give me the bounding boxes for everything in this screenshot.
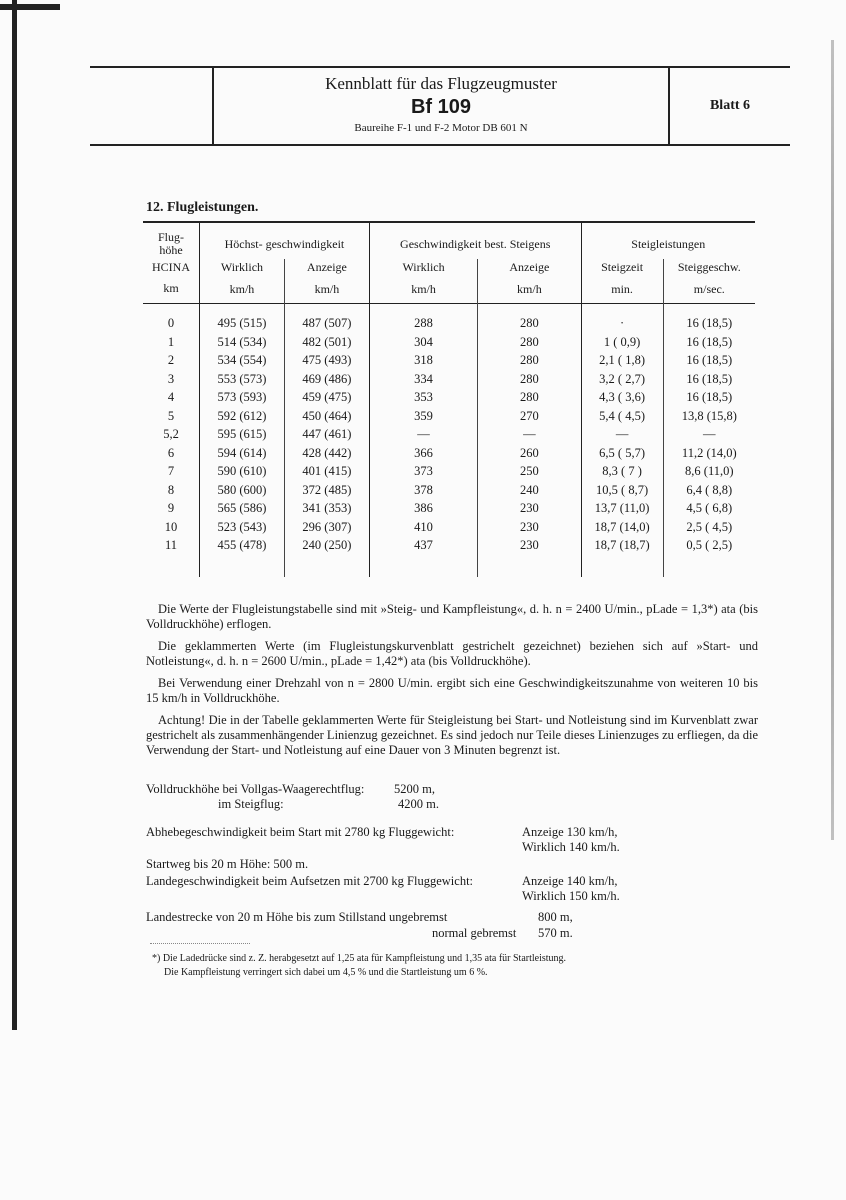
table-cell: 230	[478, 536, 581, 555]
table-cell: 359	[369, 407, 477, 426]
table-cell: 10	[164, 519, 178, 534]
performance-table	[143, 221, 755, 577]
table-cell: 428 (442)	[284, 444, 369, 463]
footnote-line: Die Kampfleistung verringert sich dabei um 4,5 % und die Startleistung um 6 %.	[164, 967, 488, 978]
table-cell: 280	[478, 351, 581, 370]
unit: km/h	[369, 276, 477, 304]
table-cell: 7	[167, 464, 175, 479]
table-cell: 304	[369, 333, 477, 352]
table-cell: 595 (615)	[200, 425, 285, 444]
table-cell: 280	[478, 388, 581, 407]
table-cell: 6	[167, 445, 175, 460]
table-cell: 0	[167, 316, 175, 331]
spec-takeoff-speed: Abhebegeschwindigkeit beim Start mit 2780 kg Fluggewicht:	[146, 825, 455, 839]
table-cell: 5,2	[163, 427, 179, 442]
scan-artifact	[831, 40, 834, 840]
table-cell: 455 (478)	[200, 536, 285, 555]
table-cell: 16 (18,5)	[663, 388, 755, 407]
spec-label: im Steigflug:	[218, 797, 284, 811]
table-cell: 8	[167, 482, 175, 497]
table-cell: 230	[478, 499, 581, 518]
table-cell: 9	[167, 501, 175, 516]
scan-artifact	[0, 4, 60, 10]
unit: km/h	[200, 276, 285, 304]
header-title: Kennblatt für das Flugzeugmuster	[325, 74, 557, 93]
table-cell: 6,5 ( 5,7)	[581, 444, 663, 463]
table-cell: 373	[369, 462, 477, 481]
table-row	[143, 407, 755, 426]
table-cell: 580 (600)	[200, 481, 285, 500]
table-cell: 11,2 (14,0)	[663, 444, 755, 463]
table-cell: 8,6 (11,0)	[663, 462, 755, 481]
table-row	[143, 518, 755, 537]
table-cell: 372 (485)	[284, 481, 369, 500]
spec-value: Anzeige 130 km/h,	[522, 825, 618, 839]
table-cell: 6,4 ( 8,8)	[663, 481, 755, 500]
table-cell: 565 (586)	[200, 499, 285, 518]
table-cell: —	[369, 425, 477, 444]
table-cell: 3	[167, 371, 175, 386]
table-cell: 495 (515)	[200, 304, 285, 333]
table-cell: 514 (534)	[200, 333, 285, 352]
note-paragraph: Bei Verwendung einer Drehzahl von n = 2800 U/min. ergibt sich eine Geschwindigkeitszunahme von weiteren 10 bis 15 km/h in Volldruckhöhe.	[146, 676, 758, 705]
spec-value: 4200 m.	[398, 797, 439, 811]
header-subtitle: Baureihe F-1 und F-2 Motor DB 601 N	[354, 122, 528, 134]
table-cell: —	[663, 425, 755, 444]
table-cell: 280	[478, 304, 581, 333]
unit: km	[163, 281, 179, 295]
spec-label: Volldruckhöhe bei Vollgas-Waagerechtflug:	[146, 782, 365, 796]
table-cell: 594 (614)	[200, 444, 285, 463]
table-cell: 592 (612)	[200, 407, 285, 426]
table-cell: 10,5 ( 8,7)	[581, 481, 663, 500]
table-cell: 2	[167, 353, 175, 368]
spec-takeoff-run: Startweg bis 20 m Höhe: 500 m.	[146, 857, 309, 871]
table-cell: 450 (464)	[284, 407, 369, 426]
spec-landing-distance: Landestrecke von 20 m Höhe bis zum Stillstand ungebremst	[146, 910, 448, 924]
header-altitude-symbol: HCINA	[152, 260, 190, 274]
header-climb: Steigleistungen	[581, 222, 755, 259]
table-row	[143, 370, 755, 389]
table-cell: 590 (610)	[200, 462, 285, 481]
table-cell: 18,7 (14,0)	[581, 518, 663, 537]
spec-climb	[218, 797, 439, 812]
document-header	[90, 66, 790, 146]
table-cell: 16 (18,5)	[663, 333, 755, 352]
table-cell: 280	[478, 370, 581, 389]
note-paragraph: Achtung! Die in der Tabelle geklammerten Werte für Steigleistung bei Start- und Notleistung sind im Kurvenblatt zwar gestrichelt als zusammenhängender Linienzug gezeichnet. Es sind jedoch nur Teile dieses Linienzuges zu erfliegen, da die Verwendung der Start- und Notleistung auf eine Dauer von 3 Minuten begrenzt ist.	[146, 713, 758, 757]
table-row	[143, 304, 755, 333]
subheader: Steigzeit	[581, 259, 663, 276]
table-cell: 5	[167, 408, 175, 423]
table-cell: 334	[369, 370, 477, 389]
spec-value: Wirklich 140 km/h.	[522, 840, 620, 854]
spec-label: normal gebremst	[432, 926, 517, 940]
unit: min.	[581, 276, 663, 304]
unit: km/h	[478, 276, 581, 304]
table-cell	[369, 555, 477, 577]
table-cell: 366	[369, 444, 477, 463]
table-cell: 534 (554)	[200, 351, 285, 370]
table-cell: 16 (18,5)	[663, 370, 755, 389]
header-max-speed: Höchst- geschwindigkeit	[200, 222, 370, 259]
table-cell: 523 (543)	[200, 518, 285, 537]
table-cell: 553 (573)	[200, 370, 285, 389]
table-cell: 318	[369, 351, 477, 370]
table-cell: 13,8 (15,8)	[663, 407, 755, 426]
table-row	[143, 333, 755, 352]
note-paragraph: Die geklammerten Werte (im Flugleistungskurvenblatt gestrichelt gezeichnet) beziehen sich auf »Start- und Notleistung«, d. h. n = 2600 U/min., pLade = 1,42*) ata (bis Volldruckhöhe).	[146, 639, 758, 668]
table-cell: 16 (18,5)	[663, 304, 755, 333]
table-row	[143, 425, 755, 444]
table-cell: 8,3 ( 7 )	[581, 462, 663, 481]
table-cell: 270	[478, 407, 581, 426]
spec-value: 800 m,	[538, 910, 573, 924]
sheet-number: Blatt 6	[709, 98, 751, 113]
table-row	[143, 388, 755, 407]
spec-value: Wirklich 150 km/h.	[522, 889, 620, 903]
table-cell: 240 (250)	[284, 536, 369, 555]
table-cell: ·	[581, 304, 663, 333]
table-cell: 280	[478, 333, 581, 352]
subheader: Anzeige	[478, 259, 581, 276]
spec-value: 5200 m,	[394, 782, 435, 796]
table-cell: 240	[478, 481, 581, 500]
table-row	[143, 351, 755, 370]
table-cell: 3,2 ( 2,7)	[581, 370, 663, 389]
header-model: Bf 109	[410, 96, 472, 118]
table-cell	[663, 555, 755, 577]
scan-artifact	[12, 0, 17, 1030]
subheader: Wirklich	[200, 259, 285, 276]
table-spacer	[143, 555, 755, 577]
table-cell	[478, 555, 581, 577]
table-cell: 573 (593)	[200, 388, 285, 407]
table-cell: 250	[478, 462, 581, 481]
table-cell: 410	[369, 518, 477, 537]
spec-value: 570 m.	[538, 926, 573, 940]
table-cell	[143, 555, 200, 577]
table-cell: 447 (461)	[284, 425, 369, 444]
table-cell: 230	[478, 518, 581, 537]
table-row	[143, 481, 755, 500]
note-paragraph: Die Werte der Flugleistungstabelle sind mit »Steig- und Kampfleistung«, d. h. n = 2400 U/min., pLade = 1,3*) ata (bis Volldruckhöhe) erflogen.	[146, 602, 758, 631]
section-title: 12. Flugleistungen.	[146, 200, 259, 215]
unit: m/sec.	[663, 276, 755, 304]
table-cell: 341 (353)	[284, 499, 369, 518]
table-cell: 1 ( 0,9)	[581, 333, 663, 352]
table-row	[143, 462, 755, 481]
table-cell: 5,4 ( 4,5)	[581, 407, 663, 426]
table-cell: 437	[369, 536, 477, 555]
table-cell: 13,7 (11,0)	[581, 499, 663, 518]
subheader: Steiggeschw.	[663, 259, 755, 276]
table-cell	[284, 555, 369, 577]
table-cell: 11	[164, 538, 178, 553]
table-cell: 18,7 (18,7)	[581, 536, 663, 555]
footnote-line: *) Die Ladedrücke sind z. Z. herabgesetzt auf 1,25 ata für Kampfleistung und 1,35 ata für Startleistung.	[152, 953, 567, 964]
table-cell	[581, 555, 663, 577]
table-row	[143, 444, 755, 463]
table-cell: 487 (507)	[284, 304, 369, 333]
table-cell: 353	[369, 388, 477, 407]
table-cell: 475 (493)	[284, 351, 369, 370]
header-altitude: Flug-	[157, 230, 184, 244]
unit: km/h	[284, 276, 369, 304]
table-cell: 288	[369, 304, 477, 333]
table-cell: 378	[369, 481, 477, 500]
table-cell: 459 (475)	[284, 388, 369, 407]
footnote	[152, 952, 712, 980]
table-cell: 482 (501)	[284, 333, 369, 352]
spec-full-pressure	[146, 782, 435, 797]
table-cell: 2,5 ( 4,5)	[663, 518, 755, 537]
table-cell: 2,1 ( 1,8)	[581, 351, 663, 370]
table-cell: 386	[369, 499, 477, 518]
spec-landing-speed: Landegeschwindigkeit beim Aufsetzen mit 2700 kg Fluggewicht:	[146, 874, 474, 888]
table-cell: 401 (415)	[284, 462, 369, 481]
notes	[146, 602, 758, 758]
table-cell: 4,3 ( 3,6)	[581, 388, 663, 407]
table-cell: 4,5 ( 6,8)	[663, 499, 755, 518]
table-row	[143, 499, 755, 518]
table-cell: 4	[167, 390, 175, 405]
subheader: Wirklich	[369, 259, 477, 276]
table-cell: 16 (18,5)	[663, 351, 755, 370]
subheader: Anzeige	[284, 259, 369, 276]
table-cell: 260	[478, 444, 581, 463]
table-cell: 296 (307)	[284, 518, 369, 537]
table-cell	[200, 555, 285, 577]
table-cell: 1	[167, 334, 175, 349]
table-cell: —	[478, 425, 581, 444]
table-cell: 0,5 ( 2,5)	[663, 536, 755, 555]
table-cell: 469 (486)	[284, 370, 369, 389]
table-cell: —	[581, 425, 663, 444]
footnote-rule	[150, 943, 250, 944]
table-row	[143, 536, 755, 555]
spec-value: Anzeige 140 km/h,	[522, 874, 618, 888]
header-climb-speed: Geschwindigkeit best. Steigens	[369, 222, 581, 259]
header-altitude: höhe	[159, 243, 183, 257]
